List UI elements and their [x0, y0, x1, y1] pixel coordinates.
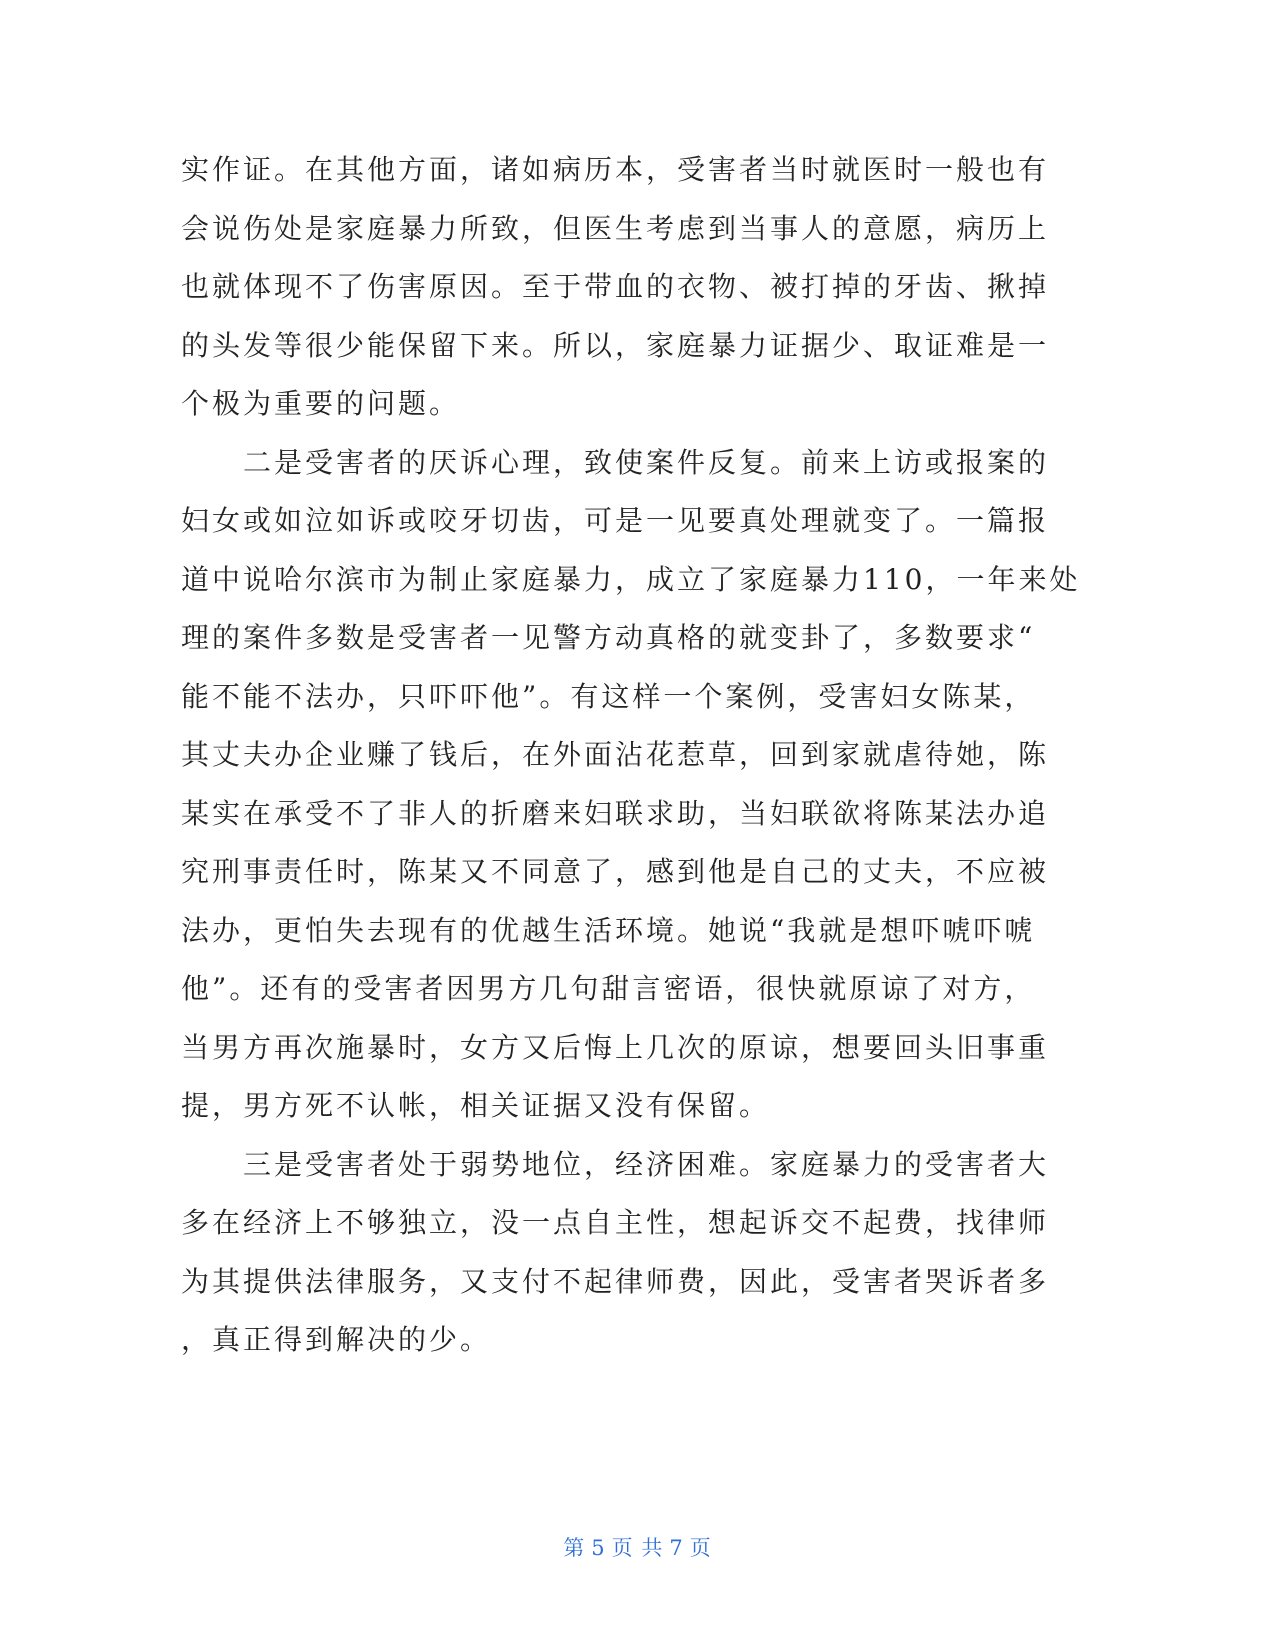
footer-total-pages: 7: [669, 1536, 684, 1560]
text-line: 实作证。在其他方面，诸如病历本，受害者当时就医时一般也有: [181, 153, 1050, 186]
text-line: 二是受害者的厌诉心理，致使案件反复。前来上访或报案的: [181, 445, 1050, 479]
text-line: 法办，更怕失去现有的优越生活环境。她说“我就是想吓唬吓唬: [181, 913, 1036, 947]
text-line: 为其提供法律服务，又支付不起律师费，因此，受害者哭诉者多: [181, 1264, 1050, 1298]
page-footer: [0, 1532, 1275, 1562]
text-line: 究刑事责任时，陈某又不同意了，感到他是自己的丈夫，不应被: [181, 855, 1050, 888]
text-line: 会说伤处是家庭暴力所致，但医生考虑到当事人的意愿，病历上: [181, 211, 1050, 245]
footer-page-number: 5: [591, 1536, 606, 1560]
footer-middle: 页 共: [611, 1536, 664, 1560]
text-line: 其丈夫办企业赚了钱后，在外面沾花惹草，回到家就虐待她，陈: [181, 738, 1050, 771]
text-line: 某实在承受不了非人的折磨来妇联求助，当妇联欲将陈某法办追: [181, 796, 1050, 830]
footer-prefix: 第: [563, 1536, 586, 1560]
text-line: 个极为重要的问题。: [181, 387, 461, 420]
text-line: 多在经济上不够独立，没一点自主性，想起诉交不起费，找律师: [181, 1206, 1050, 1239]
text-line: 也就体现不了伤害原因。至于带血的衣物、被打掉的牙齿、揪掉: [181, 270, 1050, 303]
footer-suffix: 页: [689, 1536, 712, 1560]
text-line: 提，男方死不认帐，相关证据又没有保留。: [181, 1089, 771, 1122]
text-line: 的头发等很少能保留下来。所以，家庭暴力证据少、取证难是一: [181, 328, 1050, 362]
text-line: 能不能不法办，只吓吓他”。有这样一个案例，受害妇女陈某，: [181, 679, 1036, 713]
text-line: ，真正得到解决的少。: [181, 1323, 492, 1356]
text-line: 三是受害者处于弱势地位，经济困难。家庭暴力的受害者大: [181, 1147, 1050, 1181]
text-line: 理的案件多数是受害者一见警方动真格的就变卦了，多数要求“: [181, 621, 1036, 654]
text-line: 他”。还有的受害者因男方几句甜言密语，很快就原谅了对方，: [181, 972, 1036, 1005]
text-line: 妇女或如泣如诉或咬牙切齿，可是一见要真处理就变了。一篇报: [181, 504, 1050, 537]
document-body: [181, 141, 1111, 1370]
text-line: 道中说哈尔滨市为制止家庭暴力，成立了家庭暴力110，一年来处: [181, 562, 1081, 596]
text-line: 当男方再次施暴时，女方又后悔上几次的原谅，想要回头旧事重: [181, 1030, 1050, 1064]
